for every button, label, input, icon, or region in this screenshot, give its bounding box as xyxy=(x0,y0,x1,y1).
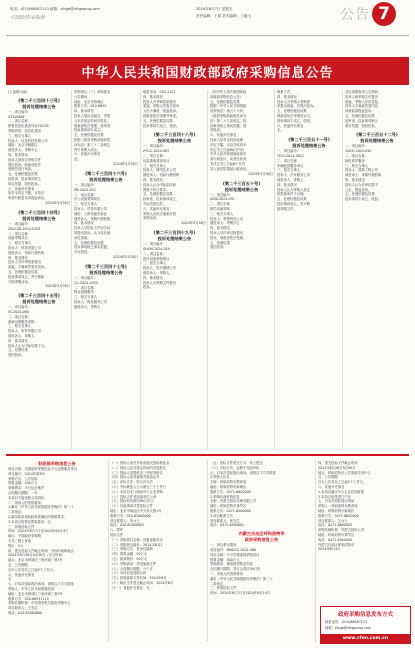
notice-date: 2024年5月30日 xyxy=(113,161,138,166)
notice-title: 投诉处理结果公告 xyxy=(22,215,56,221)
masthead-rule xyxy=(6,35,409,36)
notice-title: 投诉处理结果公告 xyxy=(89,269,123,275)
bottom-left-heading: 财政部采购信息公告 xyxy=(38,461,76,466)
column-divider xyxy=(315,460,316,642)
notice-body: 一、项目编号： ZB-2024-105 二、项目名称： 办公设备采购项目 三、相关当事人 投诉人：贸易有限公司 地址：上海市浦东新区 被投诉人：采购代理机构 四、基本情况 投诉人对招标文件评分标 准提出投诉，认为存在倾 向性条款。 五、处理依据及结果 投诉事项缺乏事实依据， 予以驳回。 xyxy=(74,182,111,255)
notice-title: 投诉处理结果公告 xyxy=(89,176,123,182)
notice-body: 一、项目编号： SHXM-2024-019 二、项目名称： 医疗设备采购项目 三、相关当事人 投诉人：医疗器械公司 被投诉人：采购人 四、基本情况 投诉人对采购文件提出 投诉。 xyxy=(143,242,176,290)
notice-title: 投诉处理结果公告 xyxy=(360,138,394,144)
notice-body: 一、项目编号： TJCG-2024-0022 二、项目名称： 车辆租赁服务项目 三、相关当事人 投诉人：汽车服务公司 被投诉人：采购人 四、基本情况 投诉人认为采购人设定 的资格条件不合理。 五、处理依据及结果 投诉事项成立，责令修 改采购文件。 xyxy=(277,149,310,211)
ad-title: 政府采购信息发布方式 xyxy=(337,612,393,618)
notice-date: 2024年5月30日 xyxy=(181,221,206,226)
bottom-column-2 xyxy=(110,461,206,591)
bottom-column-3 xyxy=(210,461,313,596)
column-divider xyxy=(274,90,275,450)
ad-email: 邮箱：zfcgb@zfcgwang.com xyxy=(325,626,371,630)
ad-phone: 联系电话：(010)68587113 xyxy=(325,620,368,624)
notice-number: (第二千三百五十号) xyxy=(222,180,261,186)
bottom-column-1 xyxy=(8,461,106,616)
column-2 xyxy=(74,90,138,309)
column-divider xyxy=(108,460,109,642)
column-1 xyxy=(8,90,70,358)
notice-body: 联系方式： 四、基本情况 投诉人对采购人采购需 求提出质疑，后提出投诉。 五、处理依据及结果 财政部依法审查后认为， 投诉事项不成立，驳回。 六、其他补充事宜 无。 xyxy=(277,90,317,133)
notice-body: 一、项目编号： CG-2024-0322 二、项目名称： 物业管理服务 三、相关当事人 投诉人：物业服务公司 被投诉人：采购人 xyxy=(74,275,107,309)
notice-body: 联系电话：010-1123 四、基本情况 投诉人对采购结果提出 质疑，采购人答复后投诉 人仍不满意，提起投诉。 财政部依法受理并审查。 五、处理依据及结果 投诉事项不成立，驳回。 xyxy=(143,90,180,128)
section-banner xyxy=(6,57,409,85)
bottom-column-4 xyxy=(318,461,409,552)
notice-body: 一、项目编号： ZXLY-ZB-2024-0103 二、项目名称： 设备采购项目 三、相关当事人 投诉人：科技发展公司 被投诉人：招标代理机构 四、基本情况 投诉人对评审结果提出 质疑，不满意答复后投诉。 五、处理依据及结果 投诉事项成立，责令重新 开展采购活动。 xyxy=(8,221,48,284)
notice-title: 投诉处理结果公告 xyxy=(157,236,192,242)
editors-line: 责任编辑：王倩 美术编辑：王晓玉 xyxy=(196,14,252,18)
bottom-body: （一）投标人须在开标前递交投标保证金 （二）投标人应在规定时间内完成报名 （三）投标人须提供近三年财务报告 （四）投标人须具备相关资质证书 （五）评标方法：综合评分法 （六）中标候选人公示期为三个工作日 （七）本项目专门面向中小企业采购 （八）投标文件须加盖单位公章 （九）投标有效期为90日历天 （十）其他事项详见招标文件 地址：北京市海淀区中关村大街1号 联系方式：010-82000000 项目联系人：李女士 电话：010-82000001 八、附件 招标文件 （一）采购项目名称：设备更新项目 （二）采购项目编号：2024-SB-01 （三）采购方式：竞争性磋商 （四）预算金额：50万元 （五）最高限价：50万元 （六）采购需求：详见磋商文件 （七）合同履行期限：六个月 （八）本项目接受联合体 （九）获取磋商文件时间：2024年6月 （十）响应文件提交截止时间：2024年6月 （十一）其他补充事宜：无 xyxy=(110,461,174,590)
bottom-mid-heading: 内蒙古自治区呼和浩特市 xyxy=(238,531,285,537)
masthead-phone: 电话：(010)68587113 邮箱：zfcgb@zfcgwang.com xyxy=(10,7,100,11)
notice-body: 一、项目编号： XY200601 二、项目名称： 教育信息化建设项目2023年 采购内容：信息化建设 三、相关当事人 投诉人：信息科技有限公司 地址：北京市朝阳区 被投诉人：采购中心 四、基本情况 投诉人就项目采购文件 提出投诉，财政部依法 受理并进行审查。 五、处理依据及结果 经审查，投诉事项缺乏 事实依据，驳回投诉。 六、其他补充事宜 如对本决定不服，可依法 申请行政复议或提起诉讼。 xyxy=(8,109,50,201)
notice-title: 投诉处理结果公告 xyxy=(157,138,192,144)
notice-body: 项目采购需求公告期间 投诉人就采购文件提出 质疑，采购人作出答复。 投诉人不满意答复内容， 向财政部提起投诉。 五、处理依据及结果 经审查，投诉事项缺乏 事实依据，驳回投诉。 xyxy=(345,90,382,128)
notice-number: (第二千三百五十二号) xyxy=(356,132,398,138)
notice-body: 一、项目编号： ZYGC-2024-067 二、项目名称： 信息系统建设项目 三、相关当事人 投诉人：网络技术公司 被投诉人：招标代理机构 四、基本情况 投诉人认为中标供应商 资格不符合要求。 五、处理依据及结果 经审查，投诉事项成立， 中标结果无效。 六、其他补充事宜 采购人应依法重新开展 采购活动。 xyxy=(143,144,180,221)
column-4 xyxy=(210,90,273,250)
notice-body: 一、项目编号： JXZB-2024-031 二、项目名称： 教学设备采购 三、相关当事人 投诉人：教育科技公司 被投诉人：采购中心 四、基本情况 投诉人对评审过程提出 投诉，财政部依法受理。 五、处理结果 驳回投诉。 xyxy=(210,192,247,250)
notice-body: （即中华人民共和国财政 部政府采购信息公告） 五、处理依据及结果 根据《中华人民共和国政 府采购法》第五十六条、 《政府采购质疑和投诉办 法》第二十九条规定，投 诉事项缺乏事实依据，驳 回投诉。 六、其他补充事宜 投诉人如对本投诉处理 决定不服，可以在收到本 决定书之日起60日内向 中华人民共和国财政部申 请行政复议，或者在收到 本决定书之日起6个月内 向人民法院提起行政诉讼。 xyxy=(210,90,250,171)
publishing-info-box xyxy=(320,606,411,644)
bottom-mid-sub: 政府采购信息公告 xyxy=(244,537,279,543)
notice-title: 投诉处理结果公告 xyxy=(292,143,326,149)
notice-number: (第二千三百四十五号) xyxy=(18,293,60,299)
notice-title: 投诉处理结果公告 xyxy=(224,186,259,192)
notice-date: 2024年5月30日 xyxy=(45,200,70,205)
masthead xyxy=(0,0,415,38)
notice-number: (第二千三百四十七号) xyxy=(85,263,127,269)
bottom-body: （五）投标文件提交方式：线上提交 （六）开标方式：远程不见面开标 六、对本次招标提出询问，请按以下方式联系 1.采购人信息 名称：呼和浩特市教育局 地址：呼和浩特市新城区 联系方式：0471-6600000 2.采购代理机构信息 名称：内蒙古招标代理有限公司 地址：呼和浩特市赛罕区 联系方式：0471-6500000 3.项目联系方式 项目联系人：张先生 电话：0471-6500001 xyxy=(210,461,276,528)
column-divider xyxy=(140,90,141,450)
column-divider xyxy=(342,90,343,450)
notice-body: 采购项目（三）采购需求 公告期间 地址：北京市西城区 联系方式：010-6855 四、基本情况 投诉人提出质疑后，采购 人未在规定时间内答复。 财政部依法受理，经审查 投诉事项部分成立。 五、处理依据及结果 依据《政府采购质疑和投 诉办法》第三十二条规定 责令采购人改正。 六、其他补充事宜 无。 xyxy=(74,90,111,162)
column-divider xyxy=(207,90,208,450)
notice-number: (第二千三百四十九号) xyxy=(153,230,196,236)
section-label: (上接第六版) xyxy=(8,90,28,94)
page-section-label: 公告 xyxy=(340,7,370,23)
column-divider xyxy=(71,90,72,450)
notice-date: 2024年5月30日 xyxy=(248,171,273,176)
bottom-body: 项目名称：全国政府采购信息平台运维服务项目 项目编号：2024年第8号 采购方式：公开招标 预算金额：100万元 采购需求：平台运行维护 合同履行期限：一年 本项目不接受联合体投标 二、申请人的资格要求： 1.满足《中华人民共和国政府采购法》第二十 二条规定； 2.落实政府采购政策需满足的资格要求： 3.本项目的特定资格要求：无 三、获取招标文件 时间：2024年6月7日至2024年6月14日 地点：中国政府采购网 方式：网上获取 售价：0元 四、提交投标文件截止时间、开标时间和地点 2024年6月28日9点30分（北京时间） 地点：北京市西城区三里河南三巷3号 五、公告期限 自本公告发布之日起5个工作日。 六、其他补充事宜 无 七、对本次招标提出询问，请按以下方式联系 采购人：中华人民共和国财政部 地址：北京市西城区三里河南三巷3号 联系方式：010-68551114 采购代理机构：中央国家机关政府采购中心 项目联系人：王先生 电话：010-83084800 xyxy=(8,467,78,615)
bottom-body: 四、提交投标文件截止时间 2024年6月28日9点00分 地点：呼和浩特市公共资源交易中心 五、公告期限 自本公告发布之日起5个工作日。 六、其他补充事宜 1.本项目落实中小企业扶持政策 2.本项目接受进口产品 七、对本次招标提出询问 采购人：呼和浩特市教育局 地址：呼和浩特市新城区 联系方式：0471-6600000 项目联系人：王女士 电话：0471-6600002 采购代理机构：内蒙古招标公司 地址：呼和浩特市赛罕区 电话：0471-6500000 内蒙古自治区呼和浩特市 2024年6月4日 xyxy=(318,461,371,552)
column-divider xyxy=(207,460,208,642)
notice-date: 2024年5月30日 xyxy=(45,284,70,289)
notice-number: (第二千三百五十一号) xyxy=(288,137,330,143)
column-5 xyxy=(277,90,341,212)
column-6 xyxy=(345,90,409,202)
page-number-badge: 7 xyxy=(372,2,396,26)
notice-title: 投诉处理结果公告 xyxy=(22,299,56,305)
notice-body: 一、项目编号： GC2024-060 二、项目名称： 系统运维服务采购 三、相关当事人 投诉人：软件有限公司 被投诉人：采购人 四、基本情况 投诉人认为中标结果不当。 五、处理结果 驳回投诉。 xyxy=(8,305,48,358)
banner-title: 中华人民共和国财政部政府采购信息公告 xyxy=(81,66,334,81)
bottom-body: 一、项目基本情况 项目编号：NMGZC-2024-066 项目名称：中小学课桌椅采购项目 预算金额：300万元 采购需求：课桌椅采购及安装 合同履行期限：签订合同后30日内 二、申请人的资格要求： 满足《中华人民共和国政府采购法》第二十 二条规定。 三、获取招标文件 时间：2024年6月7日至2024年6月14日 xyxy=(210,543,273,596)
notice-body: 一、项目编号： GXCG-2024-050 二、项目名称： 绿化养护服务 三、相关当事人 投诉人：园林工程公司 被投诉人：采购代理机构 四、基本情况 投诉人认为评审结果不 公正，提起投诉。 五、处理依据及结果 投诉事项不成立，驳回。 xyxy=(345,144,382,202)
notice-number: (第二千三百四十三号) xyxy=(18,97,60,103)
ad-website-link[interactable]: www.cfen.com.cn xyxy=(321,634,410,643)
notice-title: 投诉处理结果公告 xyxy=(22,103,56,109)
bottom-section-rule xyxy=(6,454,409,456)
notice-number: (第二千三百四十四号) xyxy=(18,209,60,215)
notice-number: (第二千三百四十六号) xyxy=(85,170,127,176)
column-3 xyxy=(143,90,206,290)
notice-date: 2024年5月30日 xyxy=(113,254,138,259)
newspaper-name: 中国政府采购报 xyxy=(10,15,46,21)
notice-number: (第二千三百四十八号) xyxy=(153,132,196,138)
issue-date: 2024年6月7日 星期五 xyxy=(196,7,233,11)
